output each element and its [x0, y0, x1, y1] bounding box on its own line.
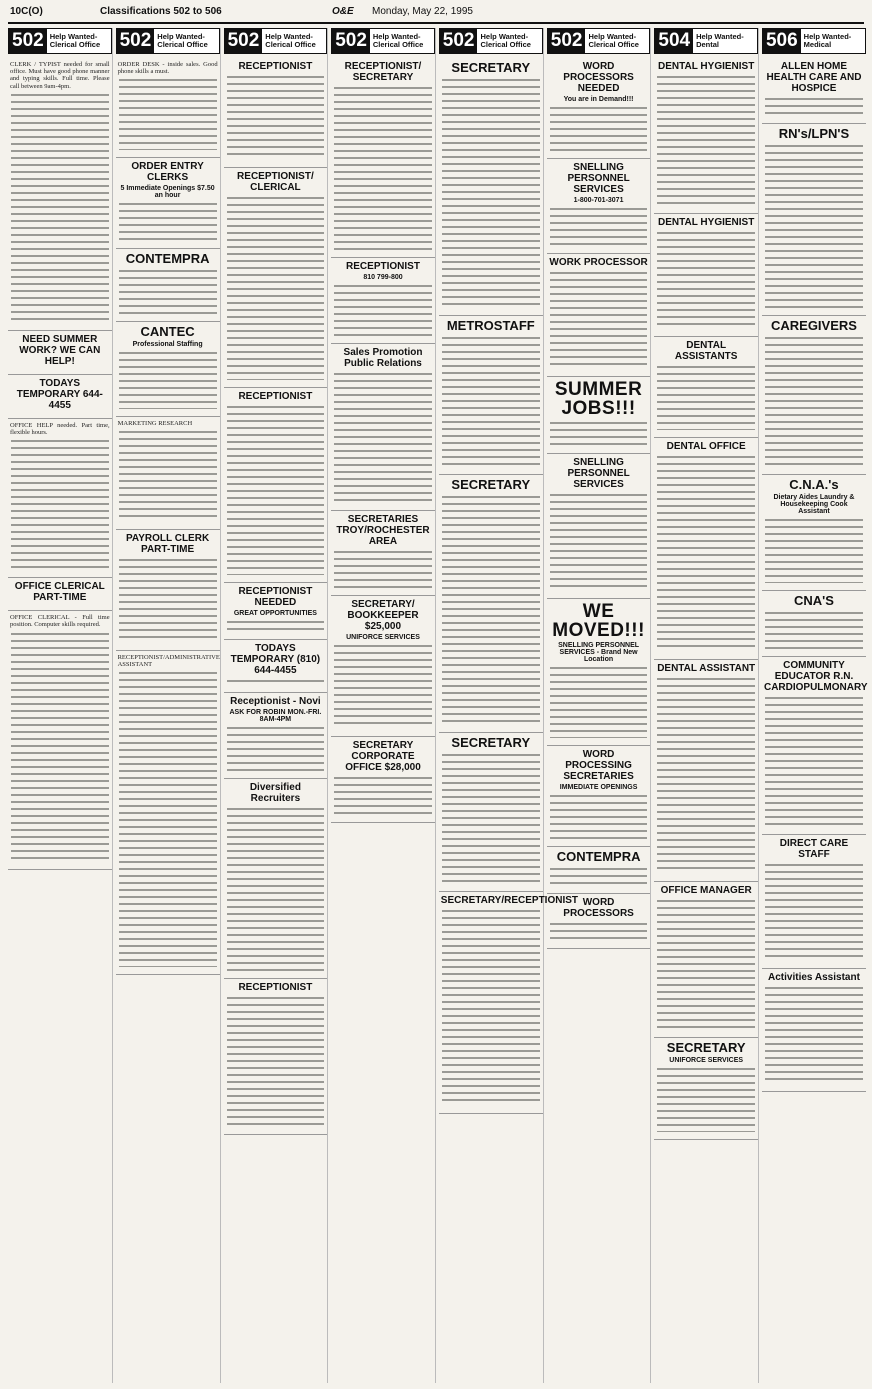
category-heading — [762, 28, 866, 54]
category-number: 502 — [225, 29, 263, 53]
ad-body-text — [550, 866, 648, 886]
ad-text: MARKETING RESEARCH — [117, 420, 193, 428]
issue-date: Monday, May 22, 1995 — [372, 6, 473, 17]
ad-text: CLERK / TYPIST needed for small office. Must have good phone manner and typing skills. Full time. Please call between 9am-4pm. — [10, 61, 110, 90]
ad-body-text — [227, 195, 325, 380]
category-label: Help Wanted- Clerical Office — [480, 32, 531, 49]
ad-text: 1-800-701-3071 — [573, 197, 624, 205]
category-heading — [224, 28, 328, 54]
ad-body-text — [334, 283, 432, 336]
ad-title: OFFICE MANAGER — [660, 885, 752, 896]
ad-body-text — [657, 898, 755, 1030]
ad-body-text — [227, 678, 325, 685]
ad-text: UNIFORCE SERVICES — [346, 634, 420, 642]
ad-text: SNELLING PERSONNEL SERVICES - Brand New Location — [558, 642, 640, 664]
ad-body-text — [227, 725, 325, 771]
classified-ad — [8, 611, 112, 869]
ad-title: SECRETARY/ BOOKKEEPER $25,000 — [347, 599, 419, 633]
ad-column — [654, 28, 759, 1383]
classified-ad — [116, 322, 220, 417]
ad-text: GREAT OPPORTUNITIES — [233, 610, 317, 618]
classified-ad — [547, 159, 651, 254]
ad-body-text — [657, 74, 755, 206]
ad-body-text — [11, 92, 109, 323]
ad-body-text — [657, 364, 755, 430]
category-number: 502 — [548, 29, 586, 53]
ad-title: TODAYS TEMPORARY (810) 644-4455 — [230, 643, 321, 677]
ad-title: RECEPTIONIST — [238, 982, 313, 994]
classified-ad — [654, 660, 758, 882]
ad-title: RECEPTIONIST — [238, 390, 313, 402]
category-number: 502 — [117, 29, 155, 53]
category-heading — [654, 28, 758, 54]
ad-text: UNIFORCE SERVICES — [669, 1057, 744, 1064]
ad-text: You are in Demand!!! — [563, 96, 634, 103]
ad-title: SECRETARY — [451, 735, 531, 750]
classified-ad — [116, 58, 220, 158]
ad-text: OFFICE HELP needed. Part time, flexible hours. — [10, 421, 110, 437]
ad-text: Professional Staffing — [132, 340, 203, 348]
ad-text: Dietary Aides Laundry & Housekeeping Cook Assistant — [773, 493, 855, 515]
classified-ad — [224, 779, 328, 979]
ad-column — [224, 28, 329, 1383]
section-title: Classifications 502 to 506 — [100, 6, 222, 17]
ad-body-text — [657, 230, 755, 329]
ad-title: Activities Assistant — [768, 972, 860, 984]
ad-title: OFFICE CLERICAL PART-TIME — [14, 581, 105, 604]
ad-title: WORD PROCESSORS — [563, 896, 634, 919]
ad-column — [116, 28, 221, 1383]
ad-text: ASK FOR ROBIN MON.-FRI. 8AM-4PM — [229, 708, 322, 723]
ad-body-text — [334, 549, 432, 589]
ad-body-text — [119, 429, 217, 521]
category-heading — [116, 28, 220, 54]
ad-title: DENTAL HYGIENIST — [658, 61, 755, 72]
ad-title: CANTEC — [140, 323, 195, 339]
ad-title: CONTEMPRA — [125, 250, 210, 266]
ad-body-text — [765, 96, 863, 116]
ad-title: METROSTAFF — [446, 318, 535, 333]
ad-body-text — [119, 77, 217, 150]
ad-title: CAREGIVERS — [770, 317, 857, 333]
classified-ad — [224, 693, 328, 779]
ad-title: WE MOVED!!! — [552, 601, 645, 642]
classified-ad — [224, 583, 328, 640]
ad-body-text — [657, 454, 755, 652]
ad-title: DENTAL ASSISTANT — [657, 663, 756, 674]
classified-ad — [331, 511, 435, 597]
classified-ad — [547, 847, 651, 894]
classified-ad — [116, 530, 220, 651]
category-heading — [439, 28, 543, 54]
ad-title: WORD PROCESSORS NEEDED — [563, 61, 634, 94]
category-heading — [331, 28, 435, 54]
category-number: 502 — [440, 29, 478, 53]
ad-text: RECEPTIONIST/ADMINISTRATIVE ASSISTANT — [117, 653, 220, 668]
category-heading — [547, 28, 651, 54]
ad-body-text — [119, 201, 217, 241]
ad-body-text — [119, 268, 217, 314]
ad-text: OFFICE CLERICAL - Full time position. Computer skills required. — [10, 614, 110, 629]
classified-ad — [116, 417, 220, 530]
ad-column — [8, 28, 113, 1383]
classified-ad — [116, 158, 220, 249]
ad-body-text — [550, 206, 648, 246]
classified-ad — [762, 591, 866, 658]
ad-title: Diversified Recruiters — [249, 782, 301, 805]
ad-body-text — [334, 85, 432, 250]
classified-ad — [8, 58, 112, 331]
classified-ad — [547, 599, 651, 746]
ad-title: SUMMER JOBS!!! — [554, 378, 643, 419]
ad-title: PAYROLL CLERK PART-TIME — [126, 532, 210, 555]
ad-title: SECRETARY CORPORATE OFFICE $28,000 — [345, 740, 421, 774]
ad-body-text — [765, 695, 863, 827]
ad-body-text — [550, 665, 648, 738]
classified-ad — [224, 58, 328, 168]
classified-ad — [116, 249, 220, 322]
ad-body-text — [334, 643, 432, 729]
classified-ad — [331, 344, 435, 511]
ad-text: 5 Immediate Openings $7.50 an hour — [120, 185, 215, 199]
ad-body-text — [550, 420, 648, 446]
ad-column — [331, 28, 436, 1383]
ad-body-text — [550, 105, 648, 151]
classified-ad — [547, 58, 651, 159]
ad-title: NEED SUMMER WORK? WE CAN HELP! — [19, 333, 101, 367]
classified-ad — [331, 58, 435, 258]
category-number: 502 — [9, 29, 47, 53]
ad-body-text — [550, 492, 648, 591]
ad-body-text — [442, 77, 540, 308]
ad-text: IMMEDIATE OPENINGS — [559, 783, 638, 791]
classified-ad — [762, 475, 866, 591]
ad-body-text — [765, 985, 863, 1084]
classified-ad — [224, 168, 328, 388]
ad-title: WORK PROCESSOR — [549, 256, 648, 268]
classified-ad — [547, 254, 651, 377]
ad-columns — [8, 28, 866, 1383]
category-label: Help Wanted- Clerical Office — [157, 32, 208, 49]
ad-title: RECEPTIONIST/ SECRETARY — [344, 61, 422, 83]
ad-body-text — [227, 619, 325, 632]
classified-ad — [762, 969, 866, 1092]
ad-title: SECRETARIES TROY/ROCHESTER AREA — [336, 513, 430, 547]
classified-ad — [654, 337, 758, 438]
ad-column — [547, 28, 652, 1383]
ad-body-text — [227, 806, 325, 971]
classified-ad — [654, 438, 758, 660]
ad-title: SNELLING PERSONNEL SERVICES — [567, 162, 630, 196]
ad-body-text — [657, 676, 755, 874]
ad-body-text — [765, 610, 863, 650]
ad-title: COMMUNITY EDUCATOR R.N. CARDIOPULMONARY — [763, 660, 868, 694]
ad-title: DENTAL ASSISTANTS — [674, 340, 738, 362]
page-header — [10, 6, 862, 20]
classified-ad — [8, 375, 112, 419]
ad-title: ORDER ENTRY CLERKS — [131, 161, 204, 183]
ad-title: SECRETARY — [666, 1040, 746, 1055]
classified-ad — [8, 331, 112, 375]
classified-ad — [331, 737, 435, 823]
ad-body-text — [227, 74, 325, 160]
classified-ad — [547, 746, 651, 847]
classified-ad — [654, 1038, 758, 1140]
classified-ad — [116, 651, 220, 975]
classified-ad — [439, 58, 543, 316]
ad-body-text — [765, 143, 863, 308]
classified-ad — [439, 475, 543, 733]
ad-body-text — [442, 908, 540, 1106]
ad-title: DENTAL HYGIENIST — [658, 217, 755, 228]
category-label: Help Wanted- Clerical Office — [588, 32, 639, 49]
ad-title: RECEPTIONIST NEEDED — [238, 586, 313, 609]
ad-body-text — [765, 335, 863, 467]
page-number: 10C(O) — [10, 6, 43, 17]
category-label: Help Wanted- Clerical Office — [372, 32, 424, 49]
classified-ad — [8, 578, 112, 611]
ad-body-text — [657, 1066, 755, 1132]
ad-title: ALLEN HOME HEALTH CARE AND HOSPICE — [766, 61, 862, 94]
ad-body-text — [550, 270, 648, 369]
classified-ad — [762, 657, 866, 835]
classified-ad — [547, 377, 651, 454]
classified-ad — [762, 316, 866, 475]
classified-ad — [762, 124, 866, 316]
ad-body-text — [334, 775, 432, 815]
ad-title: RECEPTIONIST/ CLERICAL — [237, 170, 314, 193]
classified-ad — [8, 419, 112, 578]
ad-body-text — [119, 557, 217, 643]
classified-ad — [547, 894, 651, 949]
ad-title: RN's/LPN'S — [778, 125, 850, 141]
ad-title: Receptionist - Novi — [230, 695, 321, 707]
ad-body-text — [765, 862, 863, 961]
classified-ad — [439, 892, 579, 1114]
ad-body-text — [442, 335, 540, 467]
classified-ad — [224, 640, 328, 693]
classified-ad — [439, 733, 543, 892]
ad-body-text — [550, 793, 648, 839]
ad-body-text — [227, 404, 325, 576]
ad-title: TODAYS TEMPORARY 644-4455 — [16, 377, 103, 411]
ad-title: C.N.A.'s — [789, 476, 839, 492]
ad-body-text — [227, 995, 325, 1127]
category-label: Help Wanted- Clerical Office — [265, 32, 316, 49]
classified-ad — [439, 316, 543, 475]
classified-ad — [547, 454, 651, 599]
ad-body-text — [442, 752, 540, 884]
ad-body-text — [442, 494, 540, 725]
ad-text: ORDER DESK - inside sales. Good phone skills a must. — [117, 61, 218, 76]
ad-column — [439, 28, 579, 1383]
ad-title: DIRECT CARE STAFF — [779, 838, 849, 861]
header-rule — [8, 22, 864, 24]
ad-title: Sales Promotion Public Relations — [343, 346, 423, 369]
ad-title: RECEPTIONIST — [346, 261, 420, 272]
ad-title: RECEPTIONIST — [238, 61, 313, 72]
category-label: Help Wanted- Medical — [803, 32, 852, 49]
ad-title: DENTAL OFFICE — [666, 441, 746, 452]
ad-title: SECRETARY/RECEPTIONIST — [440, 895, 579, 906]
classified-ad — [331, 596, 435, 737]
classified-ad — [654, 214, 758, 337]
classified-ad — [331, 258, 435, 344]
ad-body-text — [11, 631, 109, 862]
category-number: 506 — [763, 29, 801, 53]
paper-name: O&E — [332, 6, 354, 17]
ad-body-text — [334, 371, 432, 503]
ad-body-text — [550, 921, 648, 941]
ad-text: 810 799-800 — [363, 274, 403, 281]
ad-title: WORD PROCESSING SECRETARIES — [563, 748, 634, 782]
ad-column — [762, 28, 866, 1383]
classified-ad — [762, 58, 866, 124]
category-label: Help Wanted- Clerical Office — [49, 32, 101, 49]
ad-body-text — [765, 517, 863, 583]
ad-body-text — [119, 350, 217, 409]
category-label: Help Wanted-Dental — [696, 32, 744, 49]
ad-title: CONTEMPRA — [556, 848, 641, 864]
ad-body-text — [119, 670, 217, 967]
ad-title: SNELLING PERSONNEL SERVICES — [567, 457, 630, 491]
category-number: 502 — [332, 29, 370, 53]
classified-ad — [224, 388, 328, 584]
classified-ad — [654, 882, 758, 1038]
ad-body-text — [11, 438, 109, 570]
category-number: 504 — [655, 29, 693, 53]
category-heading — [8, 28, 112, 54]
ad-title: SECRETARY — [451, 477, 531, 492]
ad-title: CNA'S — [794, 592, 834, 608]
classified-ad — [654, 58, 758, 214]
classified-ad — [224, 979, 328, 1135]
ad-title: SECRETARY — [451, 60, 531, 75]
classified-ad — [762, 835, 866, 969]
